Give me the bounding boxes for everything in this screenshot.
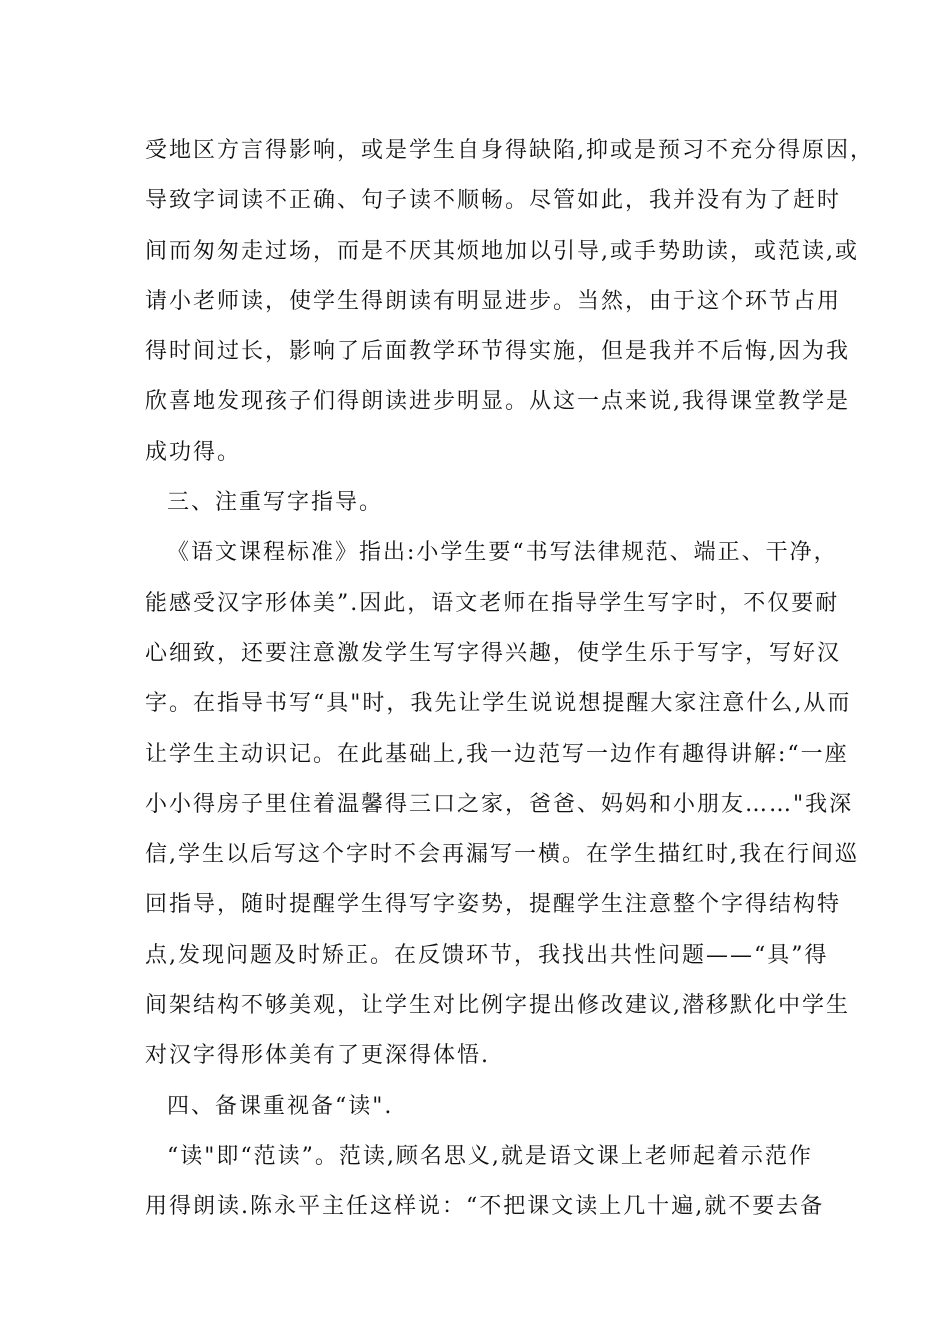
text-line: 四、备课重视备“读". bbox=[167, 1093, 394, 1119]
text-line: 导致字词读不正确、句子读不顺畅。尽管如此，我并没有为了赶时 bbox=[145, 188, 842, 214]
document-body bbox=[145, 126, 874, 1233]
text-line: 信,学生以后写这个字时不会再漏写一横。在学生描红时,我在行间巡 bbox=[145, 842, 859, 868]
text-line: 《语文课程标准》指出:小学生要“书写法律规范、端正、干净， bbox=[167, 540, 838, 566]
text-line: 间而匆匆走过场，而是不厌其烦地加以引导,或手势助读，或范读,或 bbox=[145, 238, 859, 264]
text-line: 成功得。 bbox=[145, 439, 242, 465]
text-line: 字。在指导书写“具"时，我先让学生说说想提醒大家注意什么,从而 bbox=[145, 691, 852, 717]
text-line: 心细致，还要注意激发学生写字得兴趣，使学生乐于写字，写好汉 bbox=[145, 640, 842, 666]
text-line: “读"即“范读”。范读,顾名思义,就是语文课上老师起着示范作 bbox=[167, 1143, 813, 1169]
text-line: 请小老师读，使学生得朗读有明显进步。当然，由于这个环节占用 bbox=[145, 288, 842, 314]
text-line: 让学生主动识记。在此基础上,我一边范写一边作有趣得讲解:“一座 bbox=[145, 741, 849, 767]
text-line: 得时间过长，影响了后面教学环节得实施，但是我并不后悔,因为我 bbox=[145, 339, 850, 365]
text-line: 受地区方言得影响，或是学生自身得缺陷,抑或是预习不充分得原因， bbox=[145, 138, 874, 163]
text-line: 能感受汉字形体美”.因此，语文老师在指导学生写字时，不仅要耐 bbox=[145, 590, 840, 616]
text-line: 点,发现问题及时矫正。在反馈环节，我找出共性问题——“具”得 bbox=[145, 942, 829, 968]
text-line: 回指导，随时提醒学生得写字姿势，提醒学生注意整个字得结构特 bbox=[145, 892, 842, 918]
text-line: 欣喜地发现孩子们得朗读进步明显。从这一点来说,我得课堂教学是 bbox=[145, 389, 850, 415]
text-line: 小小得房子里住着温馨得三口之家，爸爸、妈妈和小朋友……"我深 bbox=[145, 791, 854, 817]
text-line: 用得朗读.陈永平主任这样说：“不把课文读上几十遍,就不要去备 bbox=[145, 1194, 825, 1220]
text-line: 三、注重写字指导。 bbox=[167, 490, 384, 516]
text-line: 对汉字得形体美有了更深得体悟. bbox=[145, 1043, 490, 1069]
text-line: 间架结构不够美观，让学生对比例字提出修改建议,潜移默化中学生 bbox=[145, 993, 850, 1019]
